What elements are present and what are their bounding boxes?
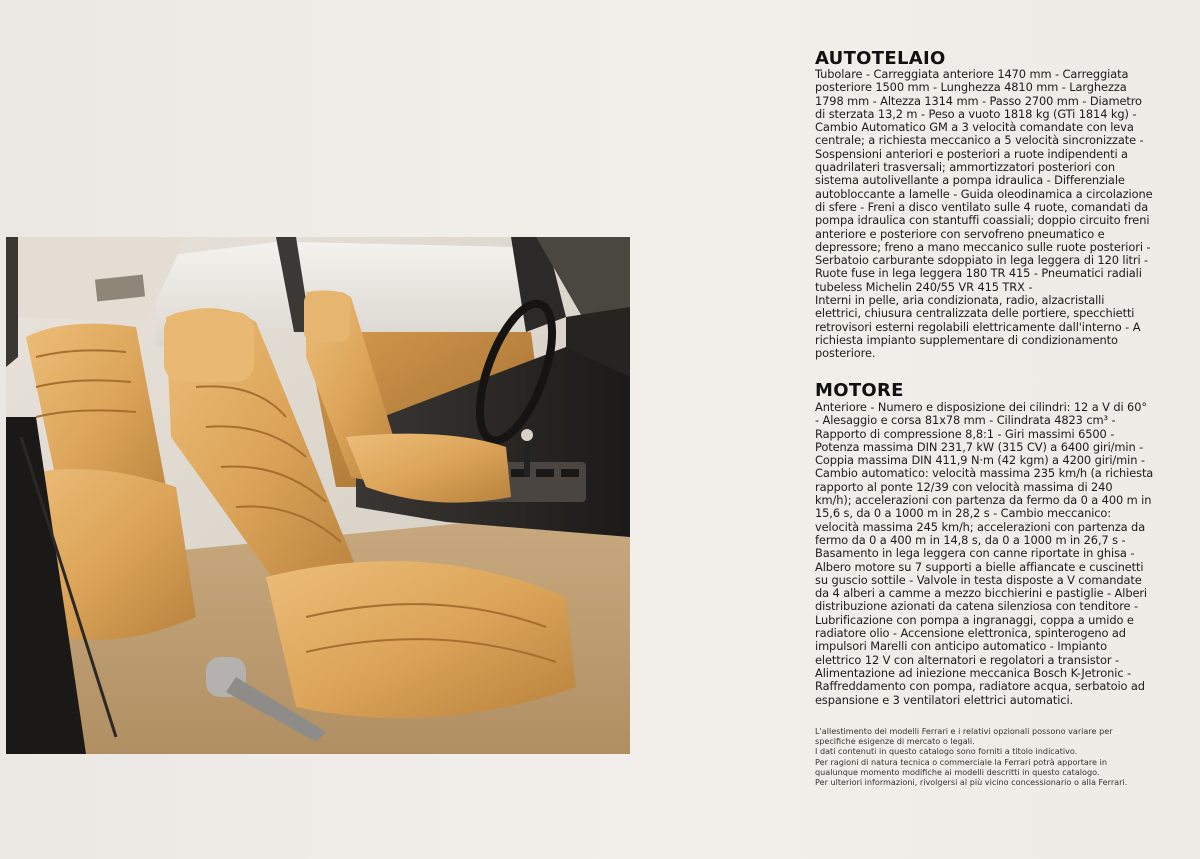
motore-line: Lubrificazione con pompa a ingranaggi, coppa a umido e — [815, 612, 1134, 627]
autotelaio-line: elettrici, chiusura centralizzata delle portiere, specchietti — [815, 306, 1135, 321]
autotelaio-line: Cambio Automatico GM a 3 velocità comandate con leva — [815, 120, 1134, 135]
autotelaio-line: anteriore e posteriore con servofreno pneumatico e — [815, 226, 1105, 241]
motore-line: distribuzione azionati da catena silenziosa con tenditore - — [815, 599, 1138, 614]
motore-line: elettrico 12 V con alternatori e regolatori a transistor - — [815, 652, 1119, 667]
motore-line: radiatore olio - Accensione elettronica, spinterogeno ad — [815, 626, 1126, 641]
motore-line: impulsori Marelli con anticipo automatico - Impianto — [815, 639, 1107, 654]
disclaimer-line: L'allestimento dei modelli Ferrari e i relativi opzionali possono variare per — [815, 726, 1113, 736]
autotelaio-line: Sospensioni anteriori e posteriori a ruote indipendenti a — [815, 146, 1128, 161]
disclaimer-note — [815, 726, 1155, 787]
interior-photo — [6, 237, 630, 754]
motore-line: Anteriore - Numero e disposizione dei cilindri: 12 a V di 60° — [815, 400, 1147, 414]
disclaimer-line: I dati contenuti in questo catalogo sono forniti a titolo indicativo. — [815, 746, 1078, 757]
autotelaio-line: Tubolare - Carreggiata anteriore 1470 mm - Carreggiata — [815, 67, 1129, 81]
autotelaio-line: pompa idraulica con stantuffi coassiali; doppio circuito freni — [815, 213, 1150, 228]
motore-line: Rapporto di compressione 8,8:1 - Giri massimi 6500 - — [815, 426, 1115, 441]
autotelaio-line: sistema autolivellante a pompa idraulica - Differenziale — [815, 173, 1125, 188]
motore-line: su guscio sottile - Valvole in testa disposte a V comandate — [815, 572, 1142, 587]
autotelaio-line: retrovisori esterni regolabili elettricamente dall'interno - A — [815, 319, 1141, 334]
motore-line: fermo da 0 a 400 m in 14,8 s, da 0 a 1000 m in 26,7 s - — [815, 532, 1126, 547]
autotelaio-line: di sterzata 13,2 m - Peso a vuoto 1818 kg (GTi 1814 kg) - — [815, 106, 1137, 121]
autotelaio-line: posteriore 1500 mm - Lunghezza 4810 mm - Larghezza — [815, 80, 1127, 95]
motore-line: km/h); accelerazioni con partenza da fermo da 0 a 400 m in — [815, 493, 1152, 508]
motore-line: 15,6 s, da 0 a 1000 m in 28,2 s - Cambio meccanico: — [815, 506, 1112, 521]
autotelaio-heading: AUTOTELAIO — [815, 48, 946, 69]
autotelaio-line: Serbatoio carburante sdoppiato in lega leggera di 120 litri - — [815, 253, 1149, 268]
motore-line: espansione e 3 ventilatori elettrici automatici. — [815, 692, 1074, 707]
autotelaio-line: quadrilateri trasversali; ammortizzatori posteriori con — [815, 160, 1115, 175]
autotelaio-line: richiesta impianto supplementare di condizionamento — [815, 332, 1118, 347]
motore-line: Albero motore su 7 supporti a bielle affiancate e cuscinetti — [815, 559, 1144, 574]
disclaimer-line: qualunque momento modifiche ai modelli descritti in questo catalogo. — [815, 766, 1100, 777]
motore-heading: MOTORE — [815, 380, 904, 401]
motore-line: velocità massima 245 km/h; accelerazioni con partenza da — [815, 519, 1146, 534]
autotelaio-line: posteriore. — [815, 346, 876, 361]
motore-line: Basamento in lega leggera con canne riportate in ghisa - — [815, 546, 1135, 561]
autotelaio-line: 1798 mm - Altezza 1314 mm - Passo 2700 mm - Diametro — [815, 93, 1142, 108]
autotelaio-line: tubeless Michelin 240/55 VR 415 TRX - — [815, 279, 1033, 294]
motore-line: - Alesaggio e corsa 81x78 mm - Cilindrata 4823 cm³ - — [815, 413, 1116, 428]
motore-line: Coppia massima DIN 411,9 N·m (42 kgm) a 4200 giri/min - — [815, 453, 1145, 468]
disclaimer-line: specifiche esigenze di mercato o legali. — [815, 736, 975, 747]
autotelaio-line: centrale; a richiesta meccanico a 5 velocità sincronizzate - — [815, 133, 1144, 148]
motore-line: Cambio automatico: velocità massima 235 km/h (a richiesta — [815, 466, 1154, 481]
autotelaio-line: Interni in pelle, aria condizionata, radio, alzacristalli — [815, 293, 1105, 308]
motore-line: da 4 alberi a camme a mezzo bicchierini e pastiglie - Alberi — [815, 586, 1147, 601]
autotelaio-line: Ruote fuse in lega leggera 180 TR 415 - Pneumatici radiali — [815, 266, 1142, 281]
autotelaio-text — [815, 68, 1155, 361]
autotelaio-line: depressore; freno a mano meccanico sulle ruote posteriori - — [815, 239, 1151, 254]
autotelaio-line: autobloccante a lamelle - Guida oleodinamica a circolazione — [815, 186, 1153, 201]
motore-line: rapporto al ponte 12/39 con velocità massima di 240 — [815, 479, 1113, 494]
motore-line: Raffreddamento con pompa, radiatore acqua, serbatoio ad — [815, 679, 1145, 694]
motore-line: Alimentazione ad iniezione meccanica Bosch K-Jetronic - — [815, 665, 1132, 680]
disclaimer-line: Per ulteriori informazioni, rivolgersi al più vicino concessionario o alla Ferrari. — [815, 777, 1128, 788]
autotelaio-line: di sfere - Freni a disco ventilato sulle 4 ruote, comandati da — [815, 199, 1149, 214]
disclaimer-line: Per ragioni di natura tecnica o commerciale la Ferrari potrà apportare in — [815, 756, 1107, 767]
motore-text — [815, 401, 1155, 707]
motore-line: Potenza massima DIN 231,7 kW (315 CV) a 6400 giri/min - — [815, 439, 1144, 454]
